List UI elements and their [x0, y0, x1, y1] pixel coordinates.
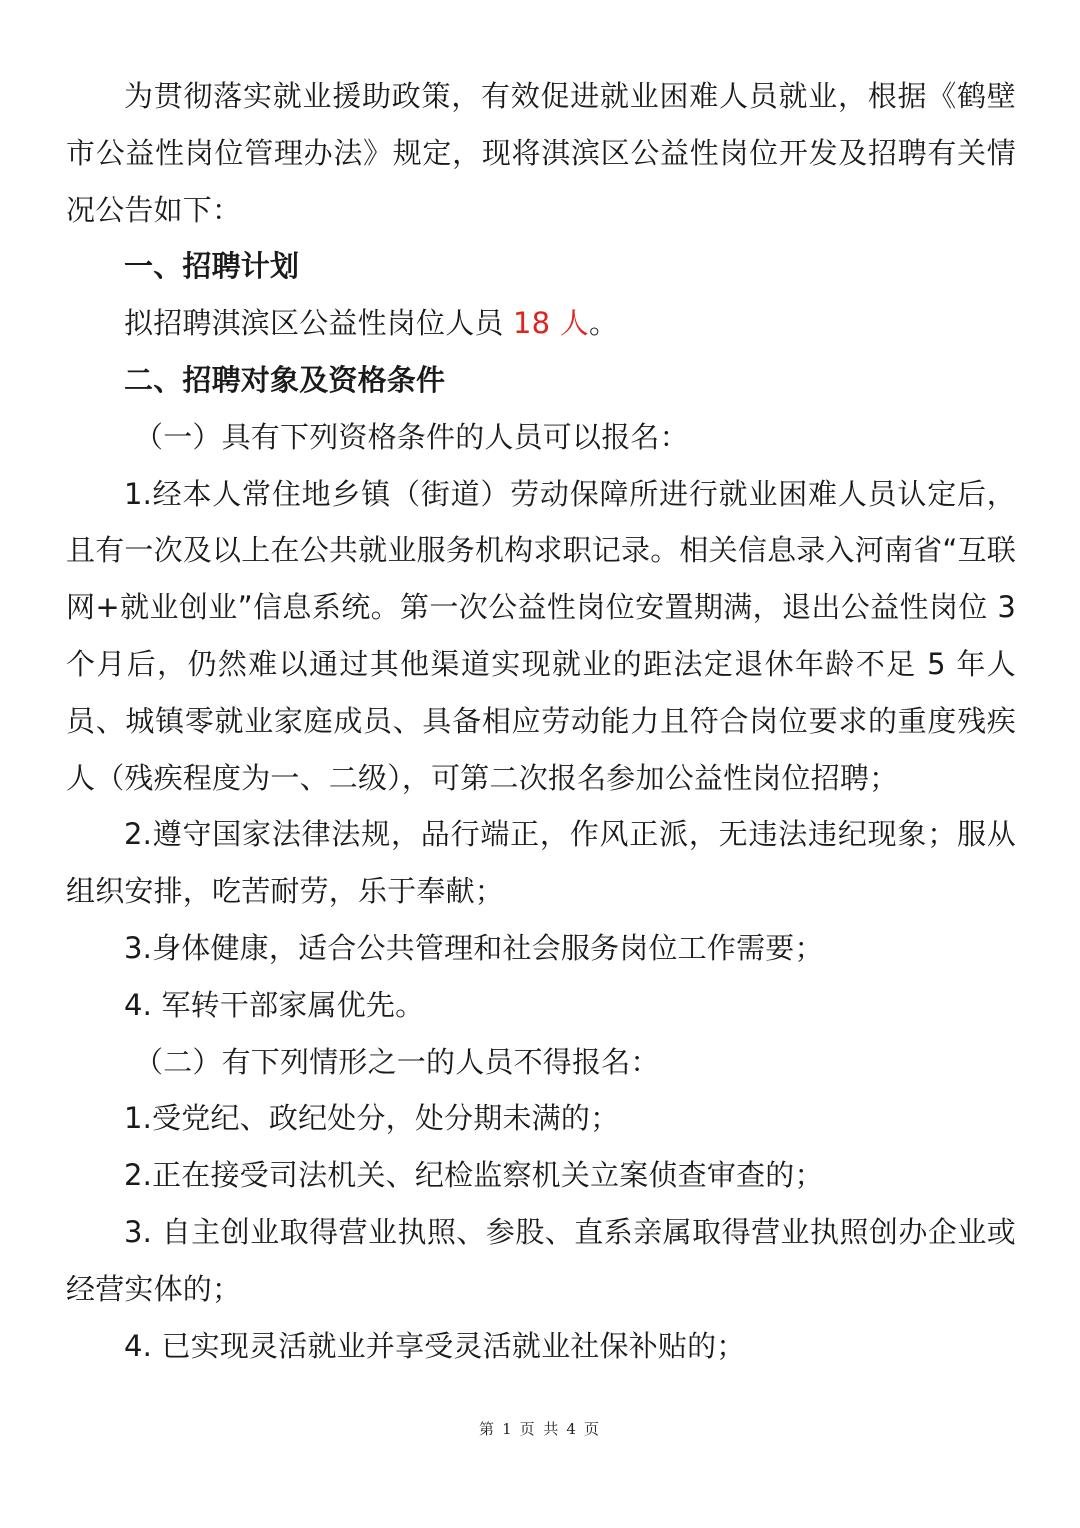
- page-footer: [0, 1418, 1080, 1439]
- footer-page-label-post: 页: [583, 1420, 601, 1438]
- eligible-item: 4. 军转干部家属优先。: [124, 987, 425, 1022]
- recruit-count-text: 拟招聘淇滨区公益性岗位人员: [124, 306, 514, 341]
- ineligible-item: 3. 自主创业取得营业执照、参股、直系亲属取得营业执照创办企业或经营实体的；: [66, 1214, 1016, 1306]
- footer-page-total: 4: [566, 1420, 578, 1438]
- eligible-item: 1.经本人常住地乡镇（街道）劳动保障所进行就业困难人员认定后，且有一次及以上在公共就业服务机构求职记录。相关信息录入河南省“互联网+就业创业”信息系统。第一次公益性岗位安置期满，退出公益性岗位 3 个月后，仍然难以通过其他渠道实现就业的距法定退休年龄不足 5 年人员、城镇零就业家庭成员、具备相应劳动能力且符合岗位要求的重度残疾人（残疾程度为一、二级），可第二次报名参加公益性岗位招聘；: [66, 476, 1016, 795]
- section-heading-eligibility: 二、招聘对象及资格条件: [124, 362, 446, 397]
- ineligible-item: 2.正在接受司法机关、纪检监察机关立案侦查审查的；: [124, 1158, 824, 1193]
- recruit-count-paragraph: [66, 295, 1016, 352]
- subsection-ineligible-title: （二）有下列情形之一的人员不得报名：: [134, 1044, 660, 1079]
- eligible-item: 2.遵守国家法律法规，品行端正，作风正派，无违法违纪现象；服从组织安排，吃苦耐劳，乐于奉献；: [66, 817, 1016, 909]
- footer-page-label-pre: 第: [479, 1420, 497, 1438]
- intro-paragraph: 为贯彻落实就业援助政策，有效促进就业困难人员就业，根据《鹤壁市公益性岗位管理办法》规定，现将淇滨区公益性岗位开发及招聘有关情况公告如下：: [66, 79, 1016, 227]
- footer-page-label-mid: 页 共: [519, 1420, 561, 1438]
- footer-page-current: 1: [502, 1420, 514, 1438]
- ineligible-item: 4. 已实现灵活就业并享受灵活就业社保补贴的；: [124, 1328, 746, 1363]
- recruit-count-highlight: 18 人: [513, 306, 589, 341]
- document-body: [66, 68, 1016, 1374]
- section-heading-plan: 一、招聘计划: [124, 249, 300, 284]
- subsection-eligible-title: （一）具有下列资格条件的人员可以报名：: [134, 419, 689, 454]
- eligible-item: 3.身体健康，适合公共管理和社会服务岗位工作需要；: [124, 930, 824, 965]
- recruit-count-end: 。: [588, 306, 619, 341]
- ineligible-item: 1.受党纪、政纪处分，处分期未满的；: [124, 1101, 620, 1136]
